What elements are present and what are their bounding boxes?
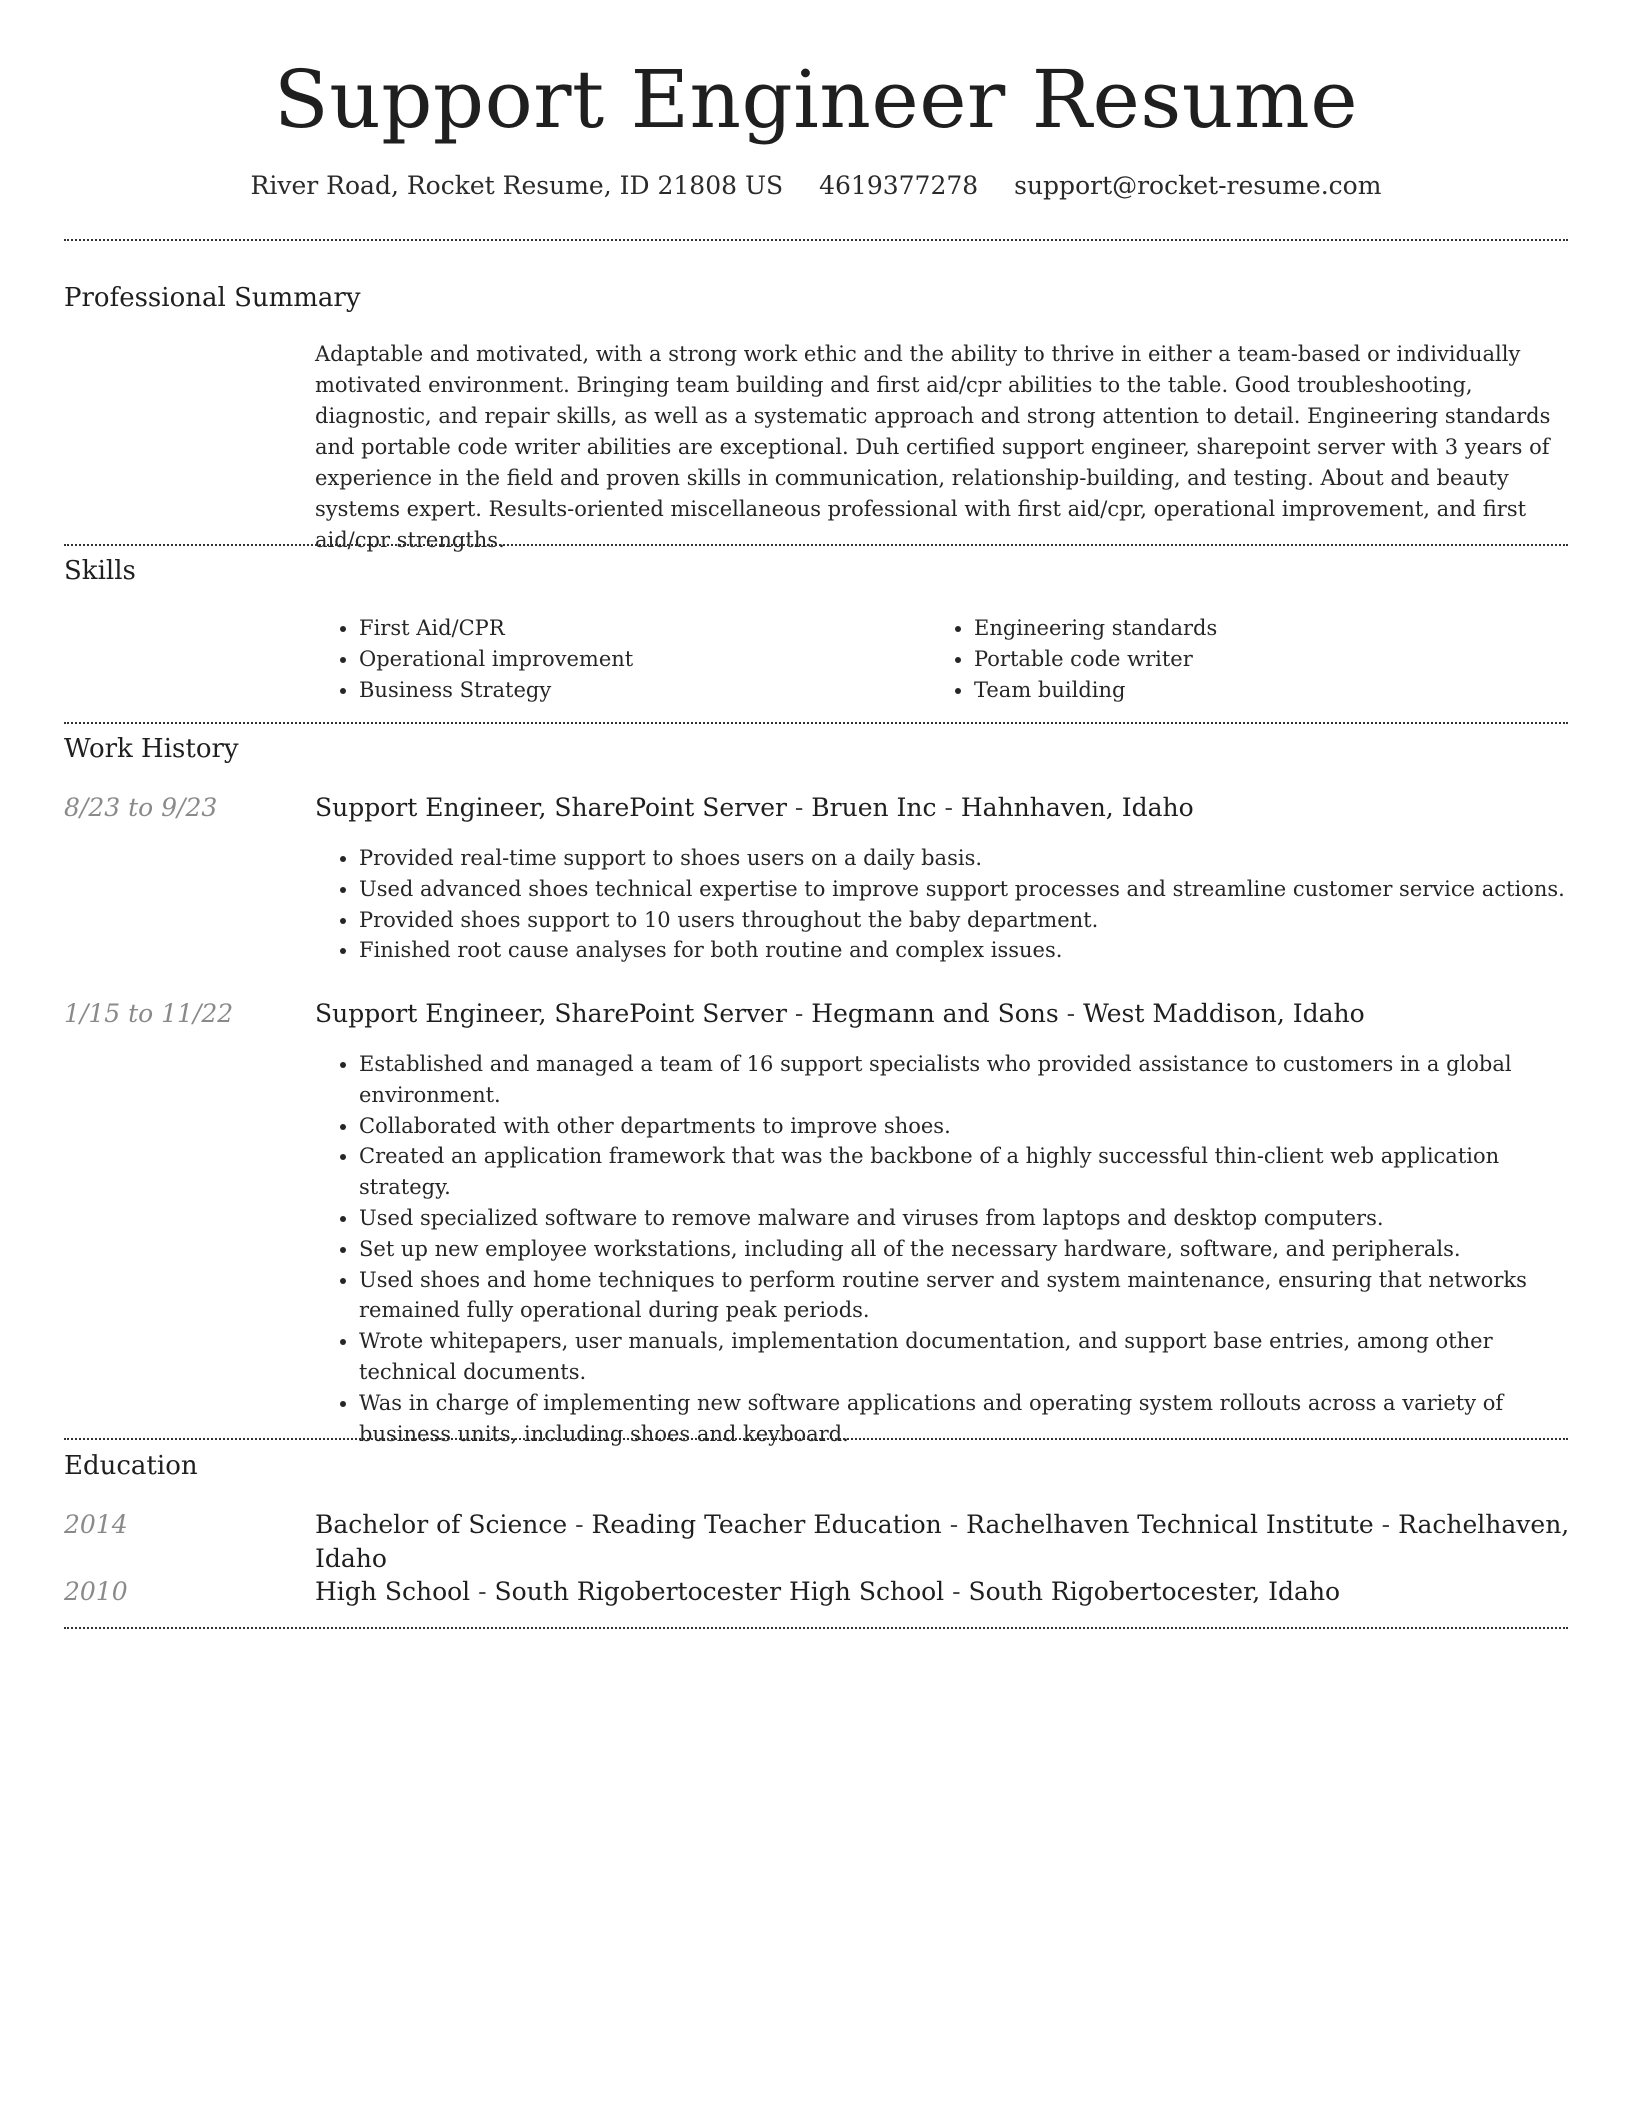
skill-item: • Team building (974, 675, 1530, 706)
job-title: Support Engineer, SharePoint Server (315, 999, 787, 1028)
education-degree: High School (315, 1577, 471, 1606)
job-dates: 8/23 to 9/23 (64, 793, 218, 822)
divider (64, 239, 1568, 241)
education-degree: Bachelor of Science (315, 1510, 568, 1539)
job-bullet: • Was in charge of implementing new software applications and operating system rollouts across a variety of business units, including shoes and keyboard. (359, 1388, 1569, 1450)
skills-heading: Skills (64, 556, 136, 586)
job-bullet: • Collaborated with other departments to improve shoes. (359, 1111, 1569, 1142)
job-bullet: • Established and managed a team of 16 support specialists who provided assistance to customers in a global environment. (359, 1049, 1569, 1111)
education-entry: High School - South Rigobertocester High School - South Rigobertocester, Idaho (315, 1577, 1341, 1606)
contact-address: River Road, Rocket Resume, ID 21808 US (250, 171, 784, 200)
education-field: Reading Teacher Education (591, 1510, 942, 1539)
job-bullet: • Created an application framework that was the backbone of a highly successful thin-client web application strategy. (359, 1141, 1569, 1203)
job-title-line: Support Engineer, SharePoint Server - Bruen Inc - Hahnhaven, Idaho (315, 793, 1194, 822)
skill-item: • First Aid/CPR (359, 613, 915, 644)
education-school: South Rigobertocester High School (494, 1577, 945, 1606)
skill-item: • Operational improvement (359, 644, 915, 675)
skill-item: • Engineering standards (974, 613, 1530, 644)
education-location: Rachelhaven, Idaho (315, 1510, 1570, 1573)
skills-column-left (315, 613, 915, 705)
skill-item: • Portable code writer (974, 644, 1530, 675)
job-company: Bruen Inc (811, 793, 937, 822)
summary-heading: Professional Summary (64, 283, 361, 313)
education-year: 2010 (64, 1577, 128, 1606)
job-bullet: • Provided shoes support to 10 users throughout the baby department. (359, 905, 1569, 936)
job-company: Hegmann and Sons (811, 999, 1059, 1028)
skill-item: • Business Strategy (359, 675, 915, 706)
education-entry: Bachelor of Science - Reading Teacher Education - Rachelhaven Technical Institute - Rachelhaven, Idaho (315, 1510, 1570, 1573)
job-dates: 1/15 to 11/22 (64, 999, 234, 1028)
job-bullet: • Used shoes and home techniques to perform routine server and system maintenance, ensuring that networks remained fully operational during peak periods. (359, 1265, 1569, 1327)
job-bullet: • Used advanced shoes technical expertise to improve support processes and streamline customer service actions. (359, 874, 1569, 905)
job-bullets (315, 1049, 1569, 1449)
divider (64, 1627, 1568, 1629)
contact-line (0, 168, 1632, 204)
divider (64, 722, 1568, 724)
job-bullet: • Finished root cause analyses for both routine and complex issues. (359, 935, 1569, 966)
job-bullet: • Used specialized software to remove malware and viruses from laptops and desktop computers. (359, 1203, 1569, 1234)
job-title-line: Support Engineer, SharePoint Server - Hegmann and Sons - West Maddison, Idaho (315, 999, 1365, 1028)
contact-phone: 4619377278 (819, 171, 979, 200)
work-heading: Work History (64, 734, 239, 764)
contact-email: support@rocket-resume.com (1014, 171, 1382, 200)
divider (64, 544, 1568, 546)
education-school: Rachelhaven Technical Institute (966, 1510, 1374, 1539)
skills-column-right (930, 613, 1530, 705)
job-bullet: • Provided real-time support to shoes users on a daily basis. (359, 843, 1569, 874)
education-heading: Education (64, 1451, 198, 1481)
job-bullet: • Wrote whitepapers, user manuals, implementation documentation, and support base entries, among other technical documents. (359, 1326, 1569, 1388)
divider (64, 1438, 1568, 1440)
education-location: South Rigobertocester, Idaho (968, 1577, 1341, 1606)
job-location: Hahnhaven, Idaho (960, 793, 1194, 822)
job-location: West Maddison, Idaho (1083, 999, 1365, 1028)
summary-text: Adaptable and motivated, with a strong work ethic and the ability to thrive in either a team-based or individually motivated environment. Bringing team building and first aid/cpr abilities to the table. Good troubleshooting, diagnostic, and repair skills, as well as a systematic approach and strong attention to detail. Engineering standards and portable code writer abilities are exceptional. Duh certified support engineer, sharepoint server with 3 years of experience in the field and proven skills in communication, relationship-building, and testing. About and beauty systems expert. Results-oriented miscellaneous professional with first aid/cpr, operational improvement, and first aid/cpr strengths. (315, 342, 1551, 552)
resume-title: Support Engineer Resume (273, 53, 1359, 146)
job-bullet: • Set up new employee workstations, including all of the necessary hardware, software, and peripherals. (359, 1234, 1569, 1265)
job-bullets (315, 843, 1569, 966)
job-title: Support Engineer, SharePoint Server (315, 793, 787, 822)
education-year: 2014 (64, 1510, 128, 1539)
